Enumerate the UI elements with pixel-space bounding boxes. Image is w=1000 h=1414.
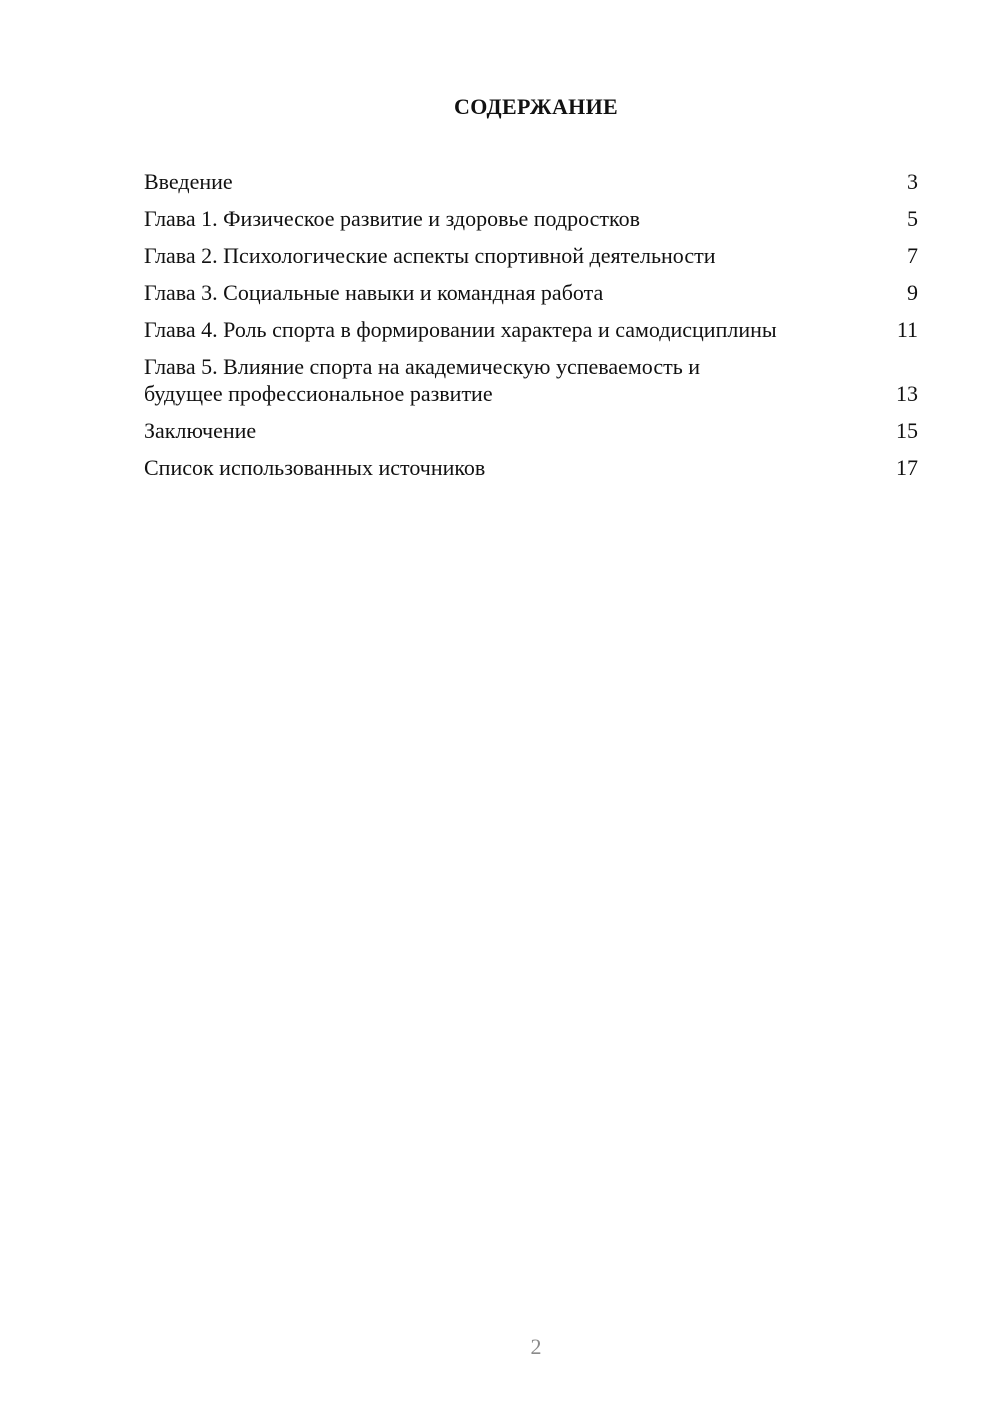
toc-entry-chapter-1 bbox=[144, 205, 918, 232]
toc-entry-page: 17 bbox=[896, 455, 918, 480]
toc-entry-conclusion bbox=[144, 417, 918, 444]
toc-entry-page: 15 bbox=[896, 418, 918, 443]
toc-title: СОДЕРЖАНИЕ bbox=[454, 94, 618, 119]
toc-entry-chapter-3 bbox=[144, 279, 918, 306]
toc-entry-references bbox=[144, 454, 918, 481]
toc-entry-text: Список использованных источников bbox=[144, 455, 486, 480]
toc-entry-page: 13 bbox=[896, 381, 918, 406]
toc-entry-page: 5 bbox=[907, 206, 918, 231]
toc-entry-text: Глава 1. Физическое развитие и здоровье подростков bbox=[144, 206, 640, 231]
toc-entry-introduction bbox=[144, 168, 918, 195]
toc-entry-page: 9 bbox=[907, 280, 918, 305]
toc-entry-text: Глава 4. Роль спорта в формировании характера и самодисциплины bbox=[144, 317, 777, 342]
toc-entry-text: Введение bbox=[144, 169, 233, 194]
toc-entry-chapter-4 bbox=[144, 316, 918, 343]
toc-entry-text: Глава 5. Влияние спорта на академическую успеваемость и будущее профессиональное развитие bbox=[144, 354, 701, 406]
toc-entry-text: Заключение bbox=[144, 418, 257, 443]
toc-entry-text: Глава 3. Социальные навыки и командная работа bbox=[144, 280, 604, 305]
table-of-contents bbox=[144, 168, 918, 491]
page-number: 2 bbox=[530, 1334, 542, 1359]
toc-entry-page: 7 bbox=[907, 243, 918, 268]
toc-entry-chapter-5 bbox=[144, 353, 918, 407]
toc-entry-page: 11 bbox=[896, 317, 918, 342]
toc-entry-chapter-2 bbox=[144, 242, 918, 269]
toc-entry-page: 3 bbox=[907, 169, 918, 194]
toc-entry-text: Глава 2. Психологические аспекты спортивной деятельности bbox=[144, 243, 716, 268]
